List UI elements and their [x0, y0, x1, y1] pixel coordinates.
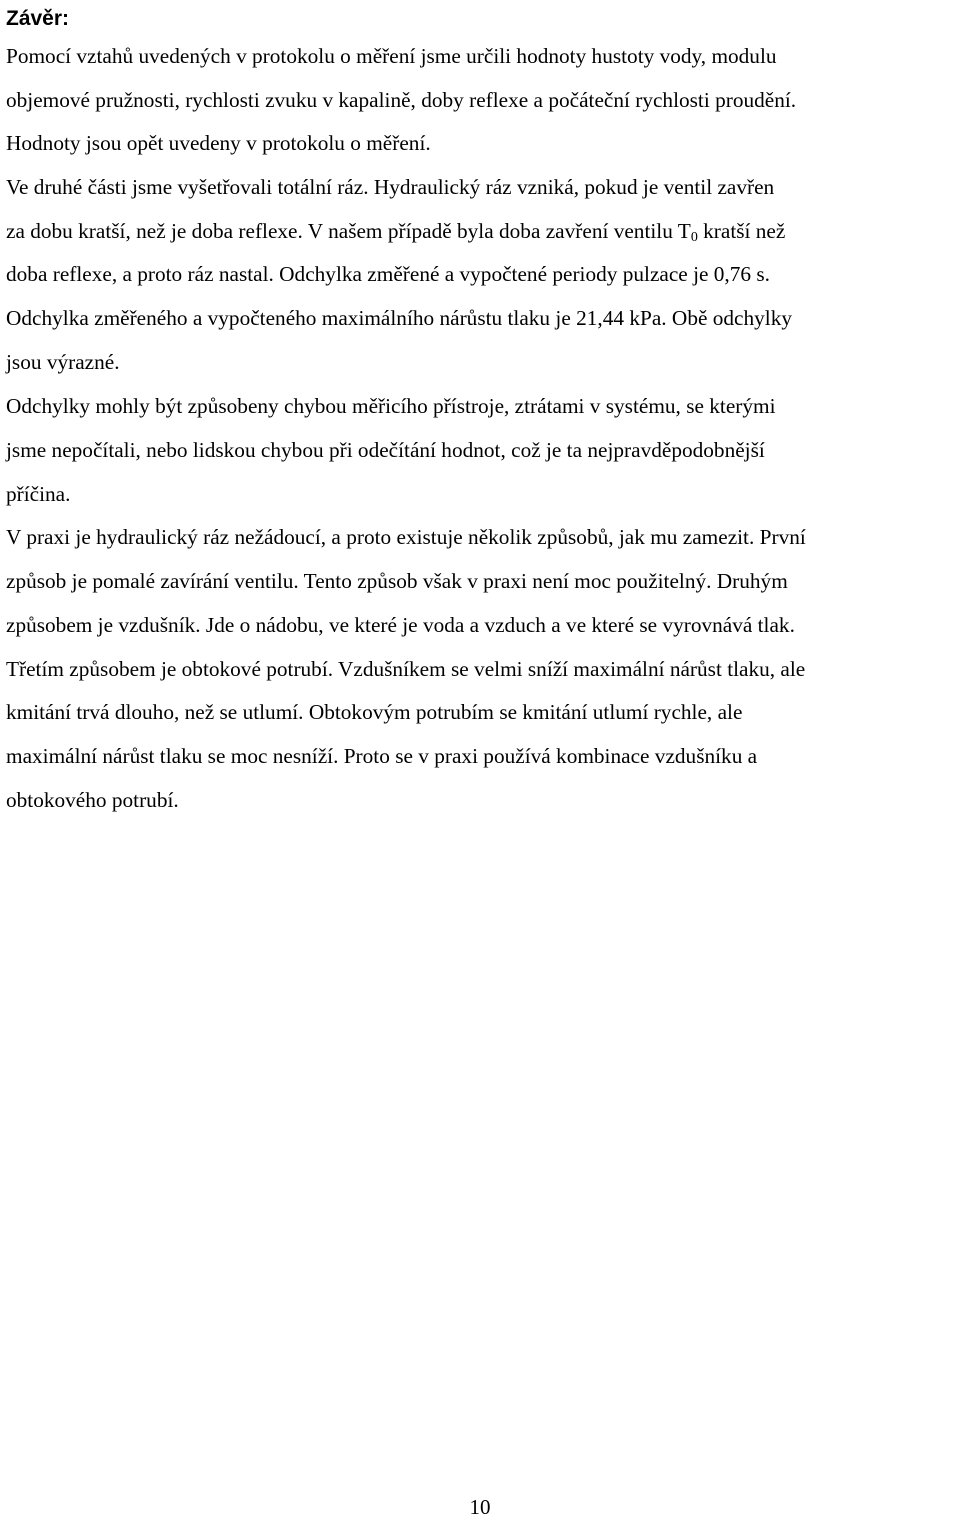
text-line: doba reflexe, a proto ráz nastal. Odchylka změřené a vypočtené periody pulzace je 0,76 s.	[6, 262, 770, 286]
text-segment: za dobu kratší, než je doba reflexe. V našem případě byla doba zavření ventilu T	[6, 219, 691, 243]
text-line: Odchylka změřeného a vypočteného maximálního nárůstu tlaku je 21,44 kPa. Obě odchylky	[6, 306, 792, 330]
text-line: V praxi je hydraulický ráz nežádoucí, a proto existuje několik způsobů, jak mu zamezit. První	[6, 525, 806, 549]
text-line: způsobem je vzdušník. Jde o nádobu, ve které je voda a vzduch a ve které se vyrovnává tlak.	[6, 613, 795, 637]
text-line: Hodnoty jsou opět uvedeny v protokolu o měření.	[6, 131, 431, 155]
page-number: 10	[469, 1495, 491, 1519]
text-line: Pomocí vztahů uvedených v protokolu o měření jsme určili hodnoty hustoty vody, modulu	[6, 44, 777, 68]
text-line: Třetím způsobem je obtokové potrubí. Vzdušníkem se velmi sníží maximální nárůst tlaku, ale	[6, 657, 806, 681]
text-line: příčina.	[6, 482, 71, 506]
text-line: obtokového potrubí.	[6, 788, 179, 812]
section-heading: Závěr:	[6, 7, 70, 30]
text-line: jsou výrazné.	[6, 350, 120, 374]
text-line: Odchylky mohly být způsobeny chybou měřicího přístroje, ztrátami v systému, se kterými	[6, 394, 776, 418]
text-line: kmitání trvá dlouho, než se utlumí. Obtokovým potrubím se kmitání utlumí rychle, ale	[6, 700, 743, 724]
text-line: Ve druhé části jsme vyšetřovali totální ráz. Hydraulický ráz vzniká, pokud je ventil zavřen	[6, 175, 775, 199]
text-line: maximální nárůst tlaku se moc nesníží. Proto se v praxi používá kombinace vzdušníku a	[6, 744, 758, 768]
text-line-with-subscript	[6, 218, 785, 244]
text-line: jsme nepočítali, nebo lidskou chybou při odečítání hodnot, což je ta nejpravděpodobnější	[6, 438, 765, 462]
text-segment: kratší než	[697, 219, 786, 243]
text-line: způsob je pomalé zavírání ventilu. Tento způsob však v praxi není moc použitelný. Druhým	[6, 569, 788, 593]
subscript: 0	[690, 230, 698, 245]
text-line: objemové pružnosti, rychlosti zvuku v kapalině, doby reflexe a počáteční rychlosti proudění.	[6, 88, 797, 112]
